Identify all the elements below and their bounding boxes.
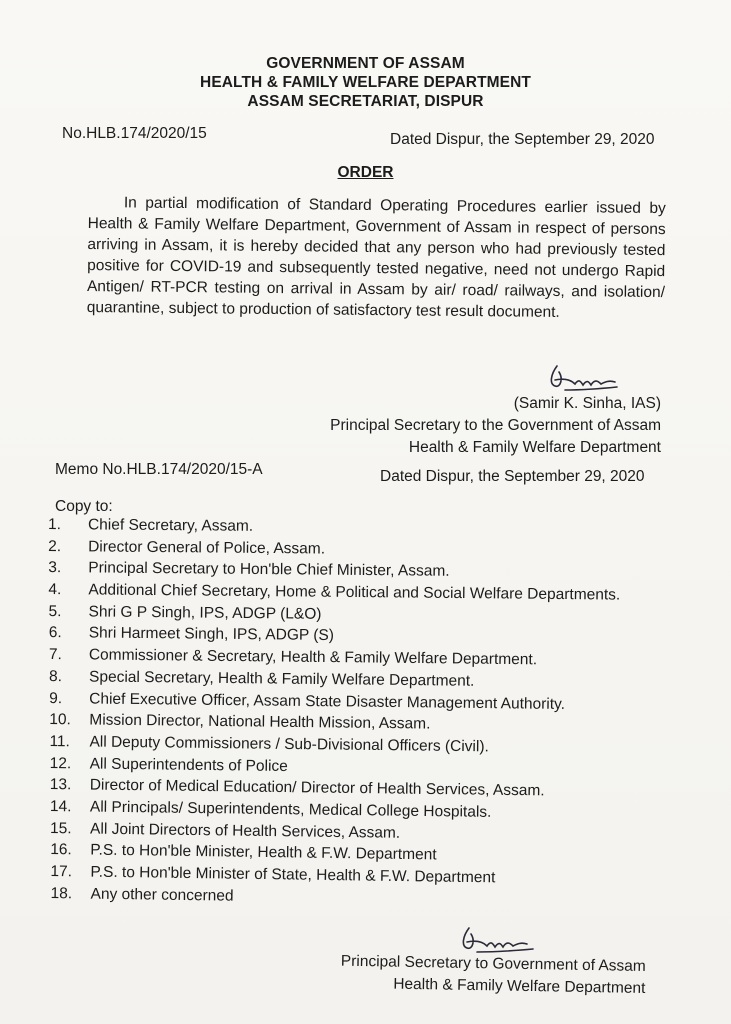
list-item-text: Principal Secretary to Hon'ble Chief Minister, Assam.	[88, 559, 450, 581]
order-number: No.HLB.174/2020/15	[62, 125, 207, 142]
list-item-text: Additional Chief Secretary, Home & Political and Social Welfare Departments.	[88, 581, 621, 604]
list-item-number: 7.	[48, 646, 62, 664]
order-body: In partial modification of Standard Operating Procedures earlier issued by Health & Family Welfare Department, Government of Assam in respect of persons arriving in Assam, it is hereby decided that any person who had previously tested positive for COVID-19 and subsequently tested negative, need not undergo Rapid Antigen/ RT-PCR testing on arrival in Assam by air/ road/ railways, and isolation/ quarantine, subject to production of satisfactory test result document.	[86, 194, 666, 321]
list-item-number: 16.	[50, 841, 72, 859]
memo-date: Dated Dispur, the September 29, 2020	[380, 468, 645, 485]
list-item-text: Mission Director, National Health Mission, Assam.	[89, 711, 431, 733]
final-signatory-designation: Principal Secretary to Government of Assam	[340, 952, 646, 975]
list-item-text: All Superintendents of Police	[89, 755, 288, 775]
list-item-number: 2.	[48, 537, 62, 555]
list-item-number: 18.	[50, 884, 73, 903]
signatory-name: (Samir K. Sinha, IAS)	[513, 395, 661, 412]
signature-mark	[545, 360, 625, 396]
final-signatory-department: Health & Family Welfare Department	[393, 975, 646, 997]
list-item-text: Chief Executive Officer, Assam State Disaster Management Authority.	[89, 689, 566, 713]
signatory-department: Health & Family Welfare Department	[408, 439, 661, 456]
list-item-text: Director General of Police, Assam.	[88, 538, 326, 558]
list-item-number: 4.	[48, 581, 62, 599]
list-item-number: 6.	[48, 624, 62, 642]
signatory-block	[330, 393, 661, 459]
copy-to-heading: Copy to:	[55, 498, 113, 515]
list-item-number: 11.	[49, 732, 71, 751]
list-item-number: 1.	[47, 516, 62, 534]
list-item-number: 13.	[49, 776, 72, 794]
memo-number: Memo No.HLB.174/2020/15-A	[55, 461, 263, 478]
list-item-number: 14.	[49, 797, 72, 816]
header-department: HEALTH & FAMILY WELFARE DEPARTMENT	[200, 74, 531, 91]
list-item-text: Special Secretary, Health & Family Welfare Department.	[88, 668, 475, 690]
list-item-text: All Joint Directors of Health Services, Assam.	[89, 820, 401, 842]
list-item-number: 5.	[48, 602, 62, 620]
copy-to-list	[48, 514, 688, 904]
header-secretariat: ASSAM SECRETARIAT, DISPUR	[247, 93, 484, 110]
list-item-number: 10.	[49, 711, 72, 729]
list-item-text: Shri Harmeet Singh, IPS, ADGP (S)	[88, 624, 335, 645]
signatory-designation: Principal Secretary to the Government of Assam	[330, 417, 661, 434]
list-item-text: P.S. to Hon'ble Minister of State, Health & F.W. Department	[90, 863, 496, 887]
list-item-number: 3.	[48, 559, 62, 577]
list-item-text: Chief Secretary, Assam.	[87, 516, 254, 535]
list-item-number: 15.	[49, 819, 72, 837]
list-item-text: P.S. to Hon'ble Minister, Health & F.W. Department	[90, 841, 437, 864]
header-government: GOVERNMENT OF ASSAM	[266, 55, 465, 72]
list-item-text: Commissioner & Secretary, Health & Family Welfare Department.	[88, 646, 538, 669]
list-item-text: All Deputy Commissioners / Sub-Divisional Officers (Civil).	[89, 733, 489, 756]
list-item-number: 17.	[50, 863, 73, 881]
list-item-text: All Principals/ Superintendents, Medical College Hospitals.	[89, 798, 492, 821]
list-item-text: Shri G P Singh, IPS, ADGP (L&O)	[88, 603, 322, 623]
list-item-number: 12.	[49, 754, 72, 772]
list-item-number: 8.	[48, 667, 63, 685]
list-item-text: Director of Medical Education/ Director of Health Services, Assam.	[89, 776, 545, 800]
order-date: Dated Dispur, the September 29, 2020	[390, 131, 655, 148]
final-signatory-block	[340, 951, 646, 1000]
list-item-text: Any other concerned	[90, 885, 234, 905]
order-title: ORDER	[337, 164, 394, 181]
list-item-number: 9.	[49, 689, 63, 707]
